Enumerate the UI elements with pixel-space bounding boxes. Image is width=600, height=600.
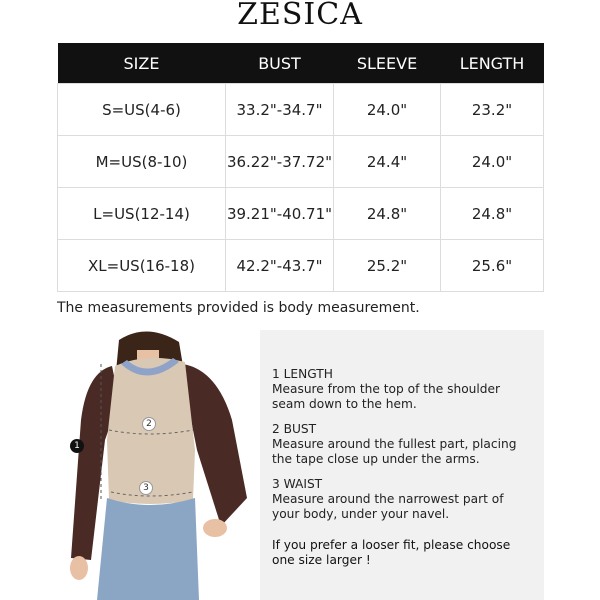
cell-length: 25.6"	[441, 240, 544, 292]
table-row	[58, 240, 544, 292]
header-sleeve: SLEEVE	[334, 43, 441, 84]
cell-bust: 42.2"-43.7"	[226, 240, 334, 292]
guide-item-title: 2 BUST	[272, 422, 317, 436]
guide-item-title: 1 LENGTH	[272, 367, 333, 381]
cell-sleeve: 25.2"	[334, 240, 441, 292]
guide-item-length	[272, 367, 532, 412]
header-size: SIZE	[58, 43, 226, 84]
header-length: LENGTH	[441, 43, 544, 84]
cell-length: 24.8"	[441, 188, 544, 240]
marker-length: 1	[70, 439, 84, 453]
model-figure	[57, 330, 262, 600]
guide-item-desc: Measure around the fullest part, placing the tape close up under the arms.	[272, 437, 517, 466]
marker-waist: 3	[139, 481, 153, 495]
measurement-guide-panel	[260, 330, 544, 600]
cell-size: M=US(8-10)	[58, 136, 226, 188]
table-row	[58, 136, 544, 188]
cell-size: XL=US(16-18)	[58, 240, 226, 292]
brand-logo: ZESICA	[237, 0, 363, 32]
cell-length: 24.0"	[441, 136, 544, 188]
guide-item-title: 3 WAIST	[272, 477, 323, 491]
table-row	[58, 84, 544, 136]
measurement-note: The measurements provided is body measurement.	[57, 300, 420, 316]
cell-sleeve: 24.4"	[334, 136, 441, 188]
guide-item-waist	[272, 477, 532, 522]
size-chart-table	[57, 43, 544, 292]
marker-bust: 2	[142, 417, 156, 431]
cell-sleeve: 24.8"	[334, 188, 441, 240]
guide-item-bust	[272, 422, 532, 467]
cell-sleeve: 24.0"	[334, 84, 441, 136]
cell-length: 23.2"	[441, 84, 544, 136]
fit-tip: If you prefer a looser fit, please choose one size larger !	[272, 538, 511, 567]
table-row	[58, 188, 544, 240]
cell-bust: 39.21"-40.71"	[226, 188, 334, 240]
table-header-row	[58, 43, 544, 84]
cell-bust: 33.2"-34.7"	[226, 84, 334, 136]
cell-bust: 36.22"-37.72"	[226, 136, 334, 188]
cell-size: S=US(4-6)	[58, 84, 226, 136]
guide-item-desc: Measure from the top of the shoulder seam down to the hem.	[272, 382, 501, 411]
cell-size: L=US(12-14)	[58, 188, 226, 240]
model-illustration	[57, 330, 262, 600]
guide-item-desc: Measure around the narrowest part of your body, under your navel.	[272, 492, 504, 521]
header-bust: BUST	[226, 43, 334, 84]
